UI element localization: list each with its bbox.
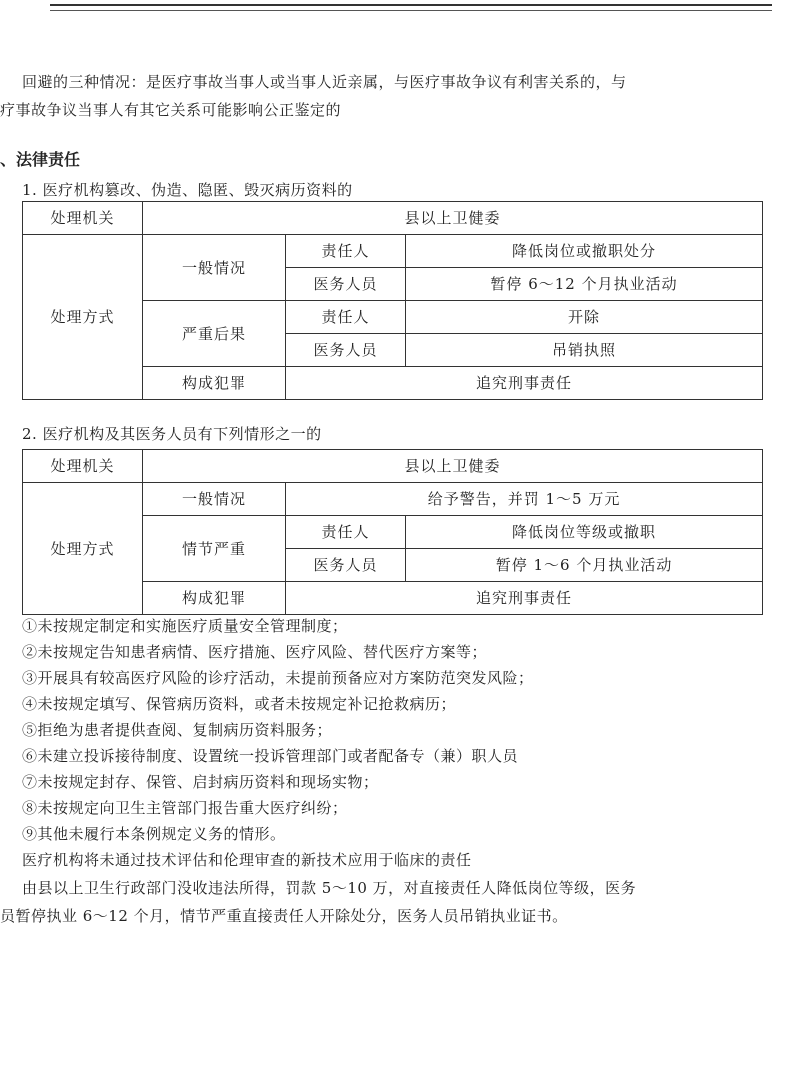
table1-caption: 1. 医疗机构篡改、伪造、隐匿、毁灭病历资料的 — [22, 181, 353, 199]
penalty-cell: 吊销执照 — [406, 334, 763, 367]
serious-label: 严重后果 — [143, 301, 286, 367]
role-cell: 责任人 — [286, 235, 406, 268]
role-cell: 医务人员 — [286, 268, 406, 301]
closing-line-3: 员暂停执业 6～12 个月，情节严重直接责任人开除处分，医务人员吊销执业证书。 — [0, 907, 568, 925]
list-item: ②未按规定告知患者病情、医疗措施、医疗风险、替代医疗方案等； — [22, 643, 488, 661]
penalty-cell: 降低岗位或撤职处分 — [406, 235, 763, 268]
authority-value: 县以上卫健委 — [143, 450, 763, 483]
list-item: ⑦未按规定封存、保管、启封病历资料和现场实物； — [22, 773, 379, 791]
header-rule-thin — [50, 10, 772, 11]
table-violations — [22, 449, 763, 615]
intro-line-2: 疗事故争议当事人有其它关系可能影响公正鉴定的 — [0, 101, 342, 119]
list-item: ③开展具有较高医疗风险的诊疗活动，未提前预备应对方案防范突发风险； — [22, 669, 534, 687]
list-item: ①未按规定制定和实施医疗质量安全管理制度； — [22, 617, 348, 635]
penalty-cell: 开除 — [406, 301, 763, 334]
table2-caption: 2. 医疗机构及其医务人员有下列情形之一的 — [22, 425, 322, 443]
crime-label: 构成犯罪 — [143, 367, 286, 400]
crime-value: 追究刑事责任 — [286, 582, 763, 615]
authority-label: 处理机关 — [23, 450, 143, 483]
role-cell: 医务人员 — [286, 549, 406, 582]
closing-line-2: 由县以上卫生行政部门没收违法所得，罚款 5～10 万，对直接责任人降低岗位等级，医务 — [22, 879, 637, 897]
authority-label: 处理机关 — [23, 202, 143, 235]
intro-line-1: 回避的三种情况：是医疗事故当事人或当事人近亲属，与医疗事故争议有利害关系的，与 — [22, 73, 627, 91]
closing-line-1: 医疗机构将未通过技术评估和伦理审查的新技术应用于临床的责任 — [22, 851, 472, 869]
section-heading: 、法律责任 — [0, 150, 81, 169]
role-cell: 责任人 — [286, 301, 406, 334]
method-label: 处理方式 — [23, 235, 143, 400]
list-item: ④未按规定填写、保管病历资料，或者未按规定补记抢救病历； — [22, 695, 457, 713]
general-value: 给予警告，并罚 1～5 万元 — [286, 483, 763, 516]
header-rule — [50, 4, 772, 6]
role-cell: 责任人 — [286, 516, 406, 549]
list-item: ⑤拒绝为患者提供查阅、复制病历资料服务； — [22, 721, 333, 739]
role-cell: 医务人员 — [286, 334, 406, 367]
list-item: ⑥未建立投诉接待制度、设置统一投诉管理部门或者配备专（兼）职人员 — [22, 747, 519, 765]
penalty-cell: 降低岗位等级或撤职 — [406, 516, 763, 549]
method-label: 处理方式 — [23, 483, 143, 615]
list-item: ⑧未按规定向卫生主管部门报告重大医疗纠纷； — [22, 799, 348, 817]
penalty-cell: 暂停 1～6 个月执业活动 — [406, 549, 763, 582]
general-label: 一般情况 — [143, 235, 286, 301]
table-falsified-records — [22, 201, 763, 400]
crime-value: 追究刑事责任 — [286, 367, 763, 400]
crime-label: 构成犯罪 — [143, 582, 286, 615]
authority-value: 县以上卫健委 — [143, 202, 763, 235]
serious-label: 情节严重 — [143, 516, 286, 582]
penalty-cell: 暂停 6～12 个月执业活动 — [406, 268, 763, 301]
list-item: ⑨其他未履行本条例规定义务的情形。 — [22, 825, 286, 843]
general-label: 一般情况 — [143, 483, 286, 516]
